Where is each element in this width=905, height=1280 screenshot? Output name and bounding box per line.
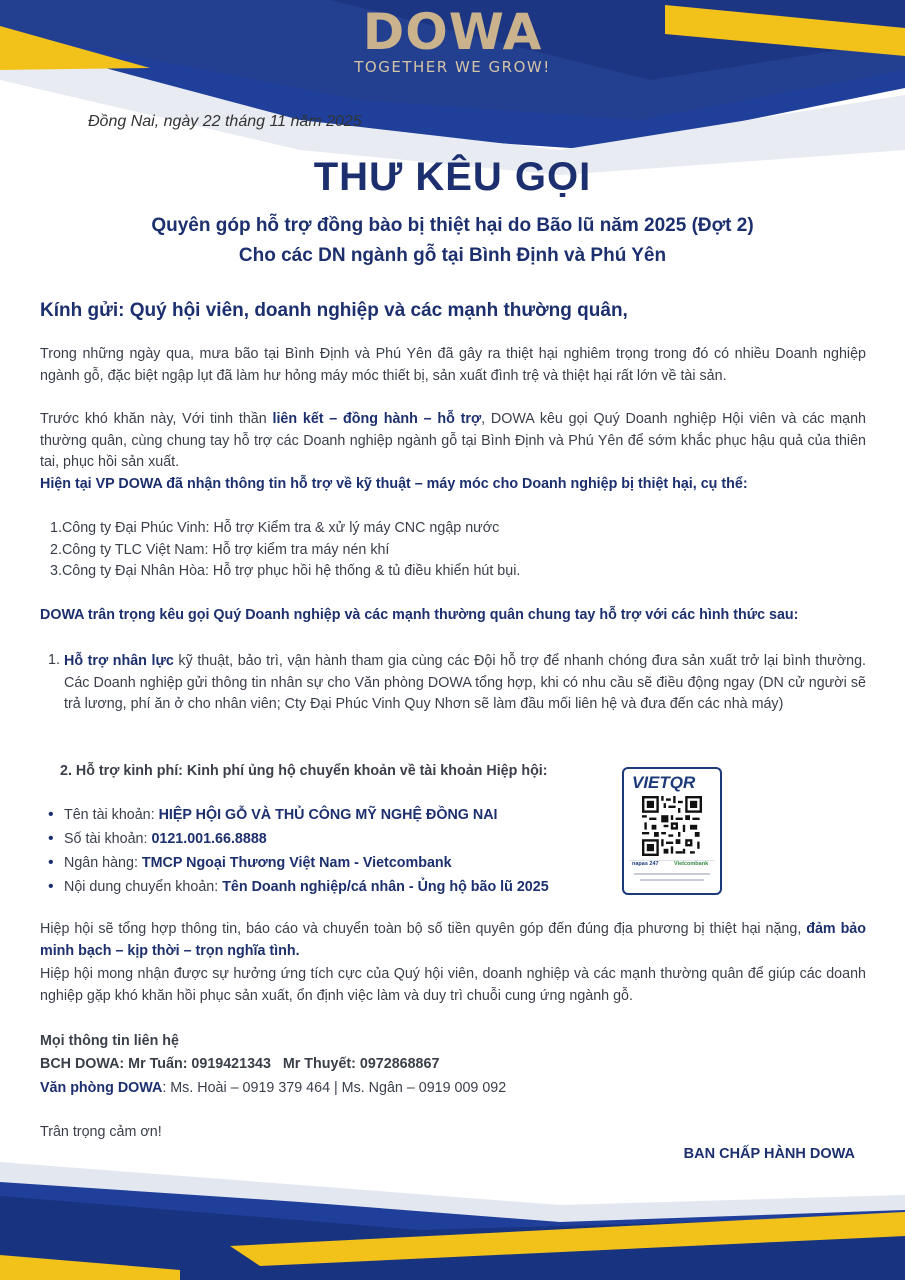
bank-value: Tên Doanh nghiệp/cá nhân - Ủng hộ bão lũ 2025	[222, 879, 549, 895]
bank-value: 0121.001.66.8888	[151, 831, 267, 847]
signature: BAN CHẤP HÀNH DOWA	[683, 1146, 855, 1162]
company-item	[50, 561, 520, 583]
letter-title: THƯ KÊU GỌI	[313, 155, 592, 199]
contact-office	[40, 1078, 506, 1100]
transparency-bold: đảm bảo minh bạch – kịp thời – trọn nghĩa tình.	[40, 921, 866, 959]
transparency-text: Hiệp hội sẽ tổng hợp thông tin, báo cáo và chuyển toàn bộ số tiền quyên góp đến đúng địa phương bị thiệt hại nặng,	[40, 921, 807, 937]
contact-bch: BCH DOWA: Mr Tuấn: 0919421343 Mr Thuyết: 0972868867	[40, 1056, 440, 1072]
contact-office-label: Văn phòng DOWA	[40, 1080, 163, 1096]
qr-caption-line	[634, 873, 710, 875]
napas-logo: napas 247	[632, 861, 659, 867]
bank-label: Ngân hàng:	[64, 855, 142, 871]
logo-tagline: TOGETHER WE GROW!	[354, 58, 551, 76]
bank-account-number	[40, 827, 549, 851]
form-1-bold: Hỗ trợ nhân lực	[64, 653, 174, 669]
greeting: Kính gửi: Quý hội viên, doanh nghiệp và các mạnh thường quân,	[40, 300, 628, 321]
spirit-text-c: , DOWA kêu gọi Quý Doanh nghiệp Hội viên và các mạnh thường quân, cùng chung tay hỗ trợ các Doanh nghiệp ngành gỗ tại Bình Định và Phú Yên để sớm khắc phục hậu quả của thiên tai, phục hồi sản xuất.	[40, 411, 866, 470]
form-2-heading: 2. Hỗ trợ kinh phí: Kinh phí ủng hộ chuyển khoản về tài khoản Hiệp hội:	[60, 763, 548, 779]
company-list	[50, 518, 520, 583]
company-num: 2.	[50, 541, 62, 558]
company-num: 1.	[50, 520, 62, 536]
bank-name	[40, 851, 549, 875]
thanks: Trân trọng cảm ơn!	[40, 1124, 162, 1140]
call-heading: DOWA trân trọng kêu gọi Quý Doanh nghiệp và các mạnh thường quân chung tay hỗ trợ với các hình thức sau:	[40, 607, 799, 623]
bank-details	[40, 803, 549, 899]
transfer-content	[40, 875, 549, 899]
spirit-paragraph	[40, 409, 866, 474]
letter-subtitle-1: Quyên góp hỗ trợ đồng bào bị thiệt hại do Bão lũ năm 2025 (Đợt 2)	[151, 215, 754, 236]
company-num: 3.	[50, 563, 62, 579]
qr-code-icon	[642, 796, 702, 856]
vietqr-card	[622, 767, 722, 895]
contact-heading: Mọi thông tin liên hệ	[40, 1033, 179, 1049]
contact-office-text: : Ms. Hoài – 0919 379 464 | Ms. Ngân – 0919 009 092	[162, 1080, 507, 1096]
intro-paragraph: Trong những ngày qua, mưa bão tại Bình Định và Phú Yên đã gây ra thiệt hại nghiêm trọng trong đó có nhiều Doanh nghiệp ngành gỗ, đặc biệt ngập lụt đã làm hư hỏng máy móc thiết bị, sản xuất đình trệ và thiệt hại rất lớn về tài sản.	[40, 346, 866, 384]
company-text: Công ty Đại Nhân Hòa: Hỗ trợ phục hồi hệ thống & tủ điều khiển hút bụi.	[61, 563, 521, 579]
transparency-paragraph	[40, 919, 866, 962]
spirit-text-a: Trước khó khăn này, Với tinh thần	[40, 411, 273, 427]
bank-label: Nội dung chuyển khoản:	[64, 879, 223, 895]
closing-paragraph: Hiệp hội mong nhận được sự hưởng ứng tích cực của Quý hội viên, doanh nghiệp và các mạnh thường quân để giúp các doanh nghiệp gặp khó khăn hồi phục sản xuất, ổn định việc làm và duy trì chuỗi cung ứng ngành gỗ.	[40, 966, 866, 1004]
letter-subtitle-2: Cho các DN ngành gỗ tại Bình Định và Phú Yên	[238, 245, 667, 266]
letter-date: Đồng Nai, ngày 22 tháng 11 năm 2025	[88, 113, 362, 130]
form-1-number: 1.	[48, 652, 60, 668]
vietqr-brand: VIETQR	[632, 773, 696, 792]
logo-wordmark: DOWA	[362, 3, 543, 61]
bank-value: HIỆP HỘI GỖ VÀ THỦ CÔNG MỸ NGHỆ ĐỒNG NAI	[158, 807, 498, 823]
qr-caption-line	[640, 879, 704, 881]
company-item	[50, 540, 520, 562]
support-heading: Hiện tại VP DOWA đã nhận thông tin hỗ trợ về kỹ thuật – máy móc cho Doanh nghiệp bị thiệt hại, cụ thể:	[40, 476, 748, 492]
vietcombank-logo: Vietcombank	[674, 861, 709, 867]
bank-label: Tên tài khoản:	[64, 807, 159, 823]
form-1-text: kỹ thuật, bảo trì, vận hành tham gia cùng các Đội hỗ trợ để nhanh chóng đưa sản xuất trở lại bình thường. Các Doanh nghiệp gửi thông tin nhân sự cho Văn phòng DOWA tổng hợp, khi có nhu cầu sẽ điều động ngay (DN cử người sẽ trả lương, phí ăn ở cho nhân viên; Cty Đại Phúc Vinh Quy Nhơn sẽ làm đầu mối liên hệ và đưa đến các nhà máy)	[64, 653, 866, 712]
bank-label: Số tài khoản:	[64, 831, 152, 847]
logo	[0, 4, 905, 76]
form-1-paragraph	[64, 651, 866, 716]
bank-account-name	[40, 803, 549, 827]
bank-value: TMCP Ngoại Thương Việt Nam - Vietcombank	[141, 855, 452, 871]
company-text: Công ty Đại Phúc Vinh: Hỗ trợ Kiểm tra & xử lý máy CNC ngập nước	[61, 520, 500, 536]
company-item	[50, 518, 520, 540]
spirit-text-bold: liên kết – đồng hành – hỗ trợ	[272, 411, 482, 427]
company-text: Công ty TLC Việt Nam: Hỗ trợ kiểm tra máy nén khí	[61, 541, 390, 558]
